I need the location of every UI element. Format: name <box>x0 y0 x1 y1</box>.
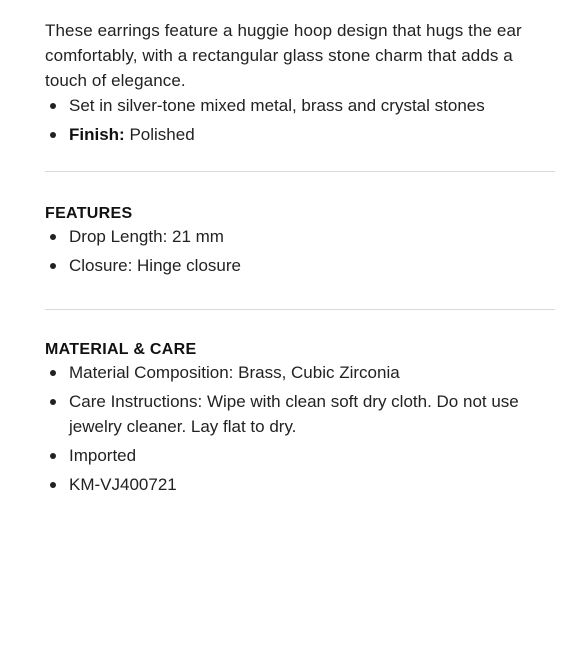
list-item <box>45 443 555 468</box>
list-item-text: Set in silver-tone mixed metal, brass and crystal stones <box>69 96 485 115</box>
material-care-list <box>45 360 555 497</box>
bullet-icon <box>50 263 56 269</box>
product-details-panel <box>45 18 555 501</box>
list-item <box>45 389 555 439</box>
list-item <box>45 224 555 249</box>
list-item <box>45 253 555 278</box>
finish-label: Finish: <box>69 125 125 144</box>
product-sku: KM-VJ400721 <box>69 475 177 494</box>
bullet-icon <box>50 132 56 138</box>
section-divider <box>45 309 555 310</box>
list-item <box>45 472 555 497</box>
bullet-icon <box>50 453 56 459</box>
bullet-icon <box>50 482 56 488</box>
product-description: These earrings feature a huggie hoop design that hugs the ear comfortably, with a rectangular glass stone charm that adds a touch of elegance. <box>45 21 522 90</box>
bullet-icon <box>50 370 56 376</box>
list-item-text: Imported <box>69 446 137 465</box>
details-list <box>45 93 555 147</box>
list-item-text: Care Instructions: Wipe with clean soft dry cloth. Do not use jewelry cleaner. Lay flat to dry. <box>69 392 519 436</box>
list-item-text: Material Composition: Brass, Cubic Zirconia <box>69 363 400 382</box>
finish-value: Polished <box>124 125 195 144</box>
bullet-icon <box>50 103 56 109</box>
list-item <box>45 122 555 147</box>
material-care-heading: MATERIAL & CARE <box>45 341 197 358</box>
section-divider <box>45 171 555 172</box>
features-heading: FEATURES <box>45 205 133 222</box>
list-item-text: Drop Length: 21 mm <box>69 227 224 246</box>
bullet-icon <box>50 234 56 240</box>
features-list <box>45 224 555 278</box>
list-item <box>45 93 555 118</box>
bullet-icon <box>50 399 56 405</box>
list-item-text: Closure: Hinge closure <box>69 256 241 275</box>
list-item <box>45 360 555 385</box>
